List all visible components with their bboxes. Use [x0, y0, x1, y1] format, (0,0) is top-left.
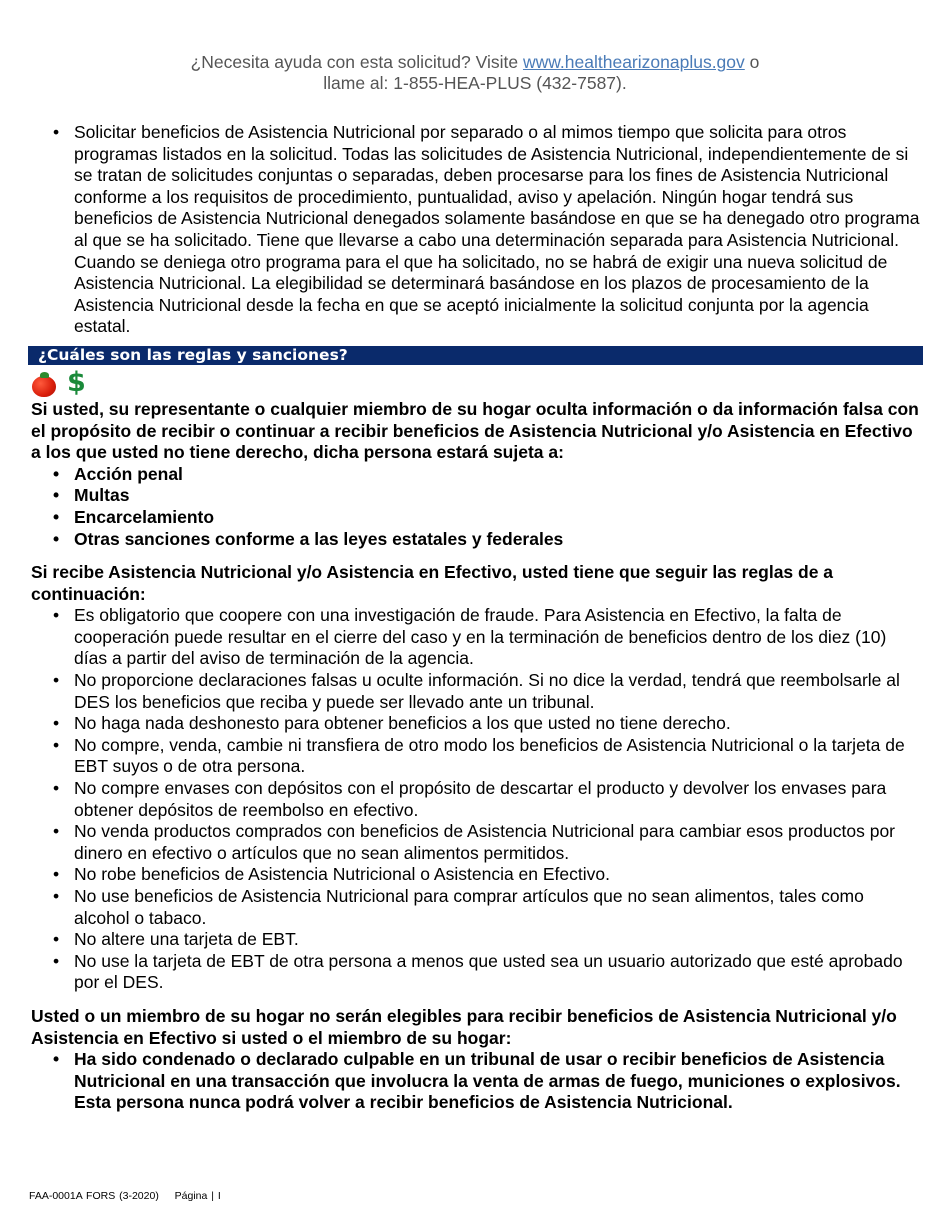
list-item: • Otras sanciones conforme a las leyes estatales y federales: [31, 529, 923, 551]
rules-intro: Si recibe Asistencia Nutricional y/o Asistencia en Efectivo, usted tiene que seguir las reglas de a continuación:: [31, 562, 834, 604]
list-item: • Ha sido condenado o declarado culpable en un tribunal de usar o recibir beneficios de Asistencia Nutricional en una transacción que involucra la venta de armas de fuego, municiones o explosivos. Esta persona nunca podrá volver a recibir beneficios de Asistencia Nutricional.: [31, 1049, 923, 1114]
page-number: Página | I: [174, 1190, 221, 1202]
tomato-icon: [32, 376, 56, 397]
list-item: • Acción penal: [31, 464, 923, 486]
list-item: • No use la tarjeta de EBT de otra persona a menos que usted sea un usuario autorizado que esté aprobado por el DES.: [31, 951, 923, 994]
list-item: • No compre, venda, cambie ni transfiera de otro modo los beneficios de Asistencia Nutricional o la tarjeta de EBT suyos o de otra persona.: [31, 735, 923, 778]
list-item: • No proporcione declaraciones falsas u oculte información. Si no dice la verdad, tendrá que reembolsarle al DES los beneficios que reciba y puede ser llevado ante un tribunal.: [31, 670, 923, 713]
list-item: • No compre envases con depósitos con el propósito de descartar el producto y devolver los envases para obtener depósitos de reembolso en efectivo.: [31, 778, 923, 821]
ineligible-intro: Usted o un miembro de su hogar no serán elegibles para recibir beneficios de Asistencia Nutricional y/o Asistencia en Efectivo si usted o el miembro de su hogar:: [31, 1005, 897, 1048]
list-item: • No altere una tarjeta de EBT.: [31, 929, 923, 951]
list-item: • No use beneficios de Asistencia Nutricional para comprar artículos que no sean alimentos, tales como alcohol o tabaco.: [31, 886, 923, 929]
list-item: • No venda productos comprados con beneficios de Asistencia Nutricional para cambiar esos productos por dinero en efectivo o artículos que no sean alimentos permitidos.: [31, 821, 923, 864]
rules-list: [31, 605, 923, 994]
help-link[interactable]: www.healthearizonaplus.gov: [522, 52, 745, 72]
help-suffix: o: [744, 52, 760, 72]
ineligible-list: [31, 1049, 923, 1114]
page-footer: [29, 1190, 221, 1202]
intro-list: [31, 122, 923, 338]
intro-bullet: • Solicitar beneficios de Asistencia Nutricional por separado o al mimos tiempo que solicita para otros programas listados en la solicitud. Todas las solicitudes de Asistencia Nutricional, independientemente de si se tratan de solicitudes conjuntas o separadas, deben procesarse para los fines de Asistencia Nutricional conforme a los requisitos de procedimiento, puntualidad, aviso y apelación. Ningún hogar tendrá sus beneficios de Asistencia Nutricional denegados solamente basándose en que se ha denegado otro programa al que se ha solicitado. Tiene que llevarse a cabo una determinación separada para Asistencia Nutricional. Cuando se deniega otro programa para el que ha solicitado, no se habrá de exigir una nueva solicitud de Asistencia Nutricional. La elegibilidad se determinará basándose en los plazos de procesamiento de la Asistencia Nutricional desde la fecha en que se aceptó inicialmente la solicitud conjunta por la agencia estatal.: [31, 122, 923, 338]
penalties-list: [31, 464, 923, 550]
list-item: • Encarcelamiento: [31, 507, 923, 529]
list-item: • No robe beneficios de Asistencia Nutricional o Asistencia en Efectivo.: [31, 864, 923, 886]
list-item: • Es obligatorio que coopere con una investigación de fraude. Para Asistencia en Efectivo, la falta de cooperación puede resultar en el cierre del caso y en la terminación de beneficios dentro de los diez (10) días a partir del aviso de terminación de la agencia.: [31, 605, 923, 670]
section-title-bar: ¿Cuáles son las reglas y sanciones?: [28, 346, 923, 365]
program-icons: [31, 365, 923, 399]
help-banner: [0, 52, 950, 94]
page-content: [31, 122, 923, 1114]
list-item: • No haga nada deshonesto para obtener beneficios a los que usted no tiene derecho.: [31, 713, 923, 735]
dollar-icon: $: [67, 366, 86, 398]
form-id: FAA-0001A FORS (3-2020): [29, 1190, 159, 1202]
help-prefix: ¿Necesita ayuda con esta solicitud? Visite: [190, 52, 523, 72]
help-line-2: llame al: 1-855-HEA-PLUS (432-7587).: [323, 73, 627, 93]
list-item: • Multas: [31, 485, 923, 507]
help-line-1: [0, 52, 950, 73]
penalties-intro: Si usted, su representante o cualquier miembro de su hogar oculta información o da información falsa con el propósito de recibir o continuar a recibir beneficios de Asistencia Nutricional y/o Asistencia en Efectivo a los que usted no tiene derecho, dicha persona estará sujeta a:: [31, 398, 919, 463]
